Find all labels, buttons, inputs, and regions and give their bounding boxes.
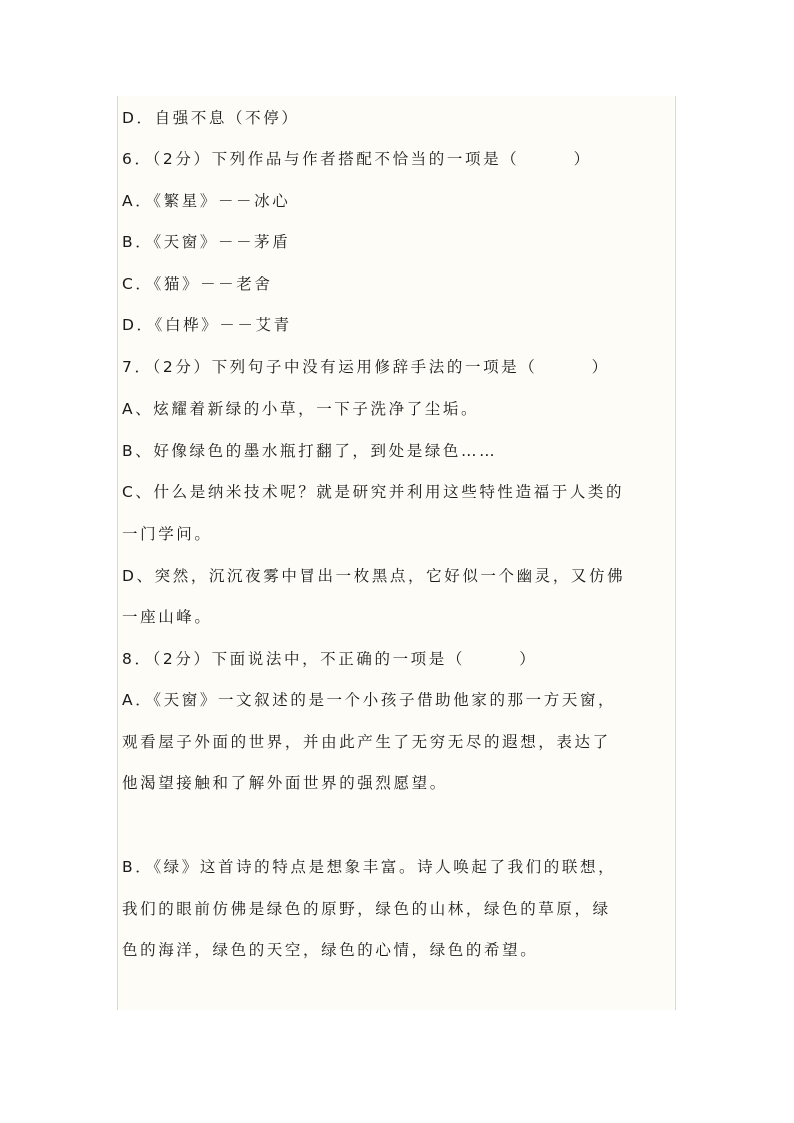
option-b-q8-line2: 我们的眼前仿佛是绿色的原野，绿色的山林，绿色的草原，绿 [122,900,611,918]
option-c-q7-line1: C、什么是纳米技术呢？就是研究并利用这些特性造福于人类的 [122,483,625,501]
question-7: 7．（2分）下列句子中没有运用修辞手法的一项是（ ） [122,358,610,376]
option-c-q6: C．《猫》－－老舍 [122,275,273,293]
option-d-q5: D．自强不息（不停） [122,109,300,127]
option-d-q7-line2: 一座山峰。 [122,608,213,626]
question-8: 8．（2分）下面说法中，不正确的一项是（ ） [122,650,538,668]
option-b-q6: B．《天窗》－－茅盾 [122,233,291,251]
question-6: 6．（2分）下列作品与作者搭配不恰当的一项是（ ） [122,150,592,168]
option-d-q6: D．《白桦》－－艾青 [122,316,292,334]
option-b-q8-line1: B．《绿》这首诗的特点是想象丰富。诗人唤起了我们的联想， [122,858,617,876]
option-d-q7-line1: D、突然，沉沉夜雾中冒出一枚黑点，它好似一个幽灵，又仿佛 [122,567,626,585]
option-a-q8-line2: 观看屋子外面的世界，并由此产生了无穷无尽的遐想，表达了 [122,733,611,751]
option-a-q6: A．《繁星》－－冰心 [122,192,291,210]
document-page [117,96,676,1010]
option-b-q8-line3: 色的海洋，绿色的天空，绿色的心情，绿色的希望。 [122,941,539,959]
option-a-q8-line3: 他渴望接触和了解外面世界的强烈愿望。 [122,774,448,792]
option-c-q7-line2: 一门学问。 [122,525,213,543]
option-b-q7: B、好像绿色的墨水瓶打翻了，到处是绿色…… [122,442,498,460]
option-a-q7: A、炫耀着新绿的小草，一下子洗净了尘垢。 [122,400,480,418]
option-a-q8-line1: A．《天窗》一文叙述的是一个小孩子借助他家的那一方天窗， [122,691,617,709]
